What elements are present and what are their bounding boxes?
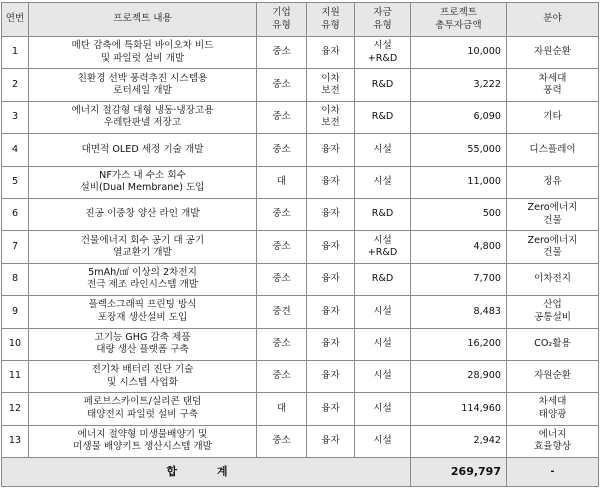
cell-field: 에너지 효율향상 [507,425,599,457]
cell-fund-type: 시설 [355,296,411,328]
cell-content: 고기능 GHG 감축 제품 대량 생산 플랫폼 구축 [29,328,257,360]
cell-field: 정유 [507,166,599,198]
header-support-type: 지원 유형 [307,3,355,37]
cell-no: 5 [2,166,29,198]
table-row [2,360,599,392]
cell-content: NF가스 내 수소 회수 설비(Dual Membrane) 도입 [29,166,257,198]
cell-company-type: 중소 [257,328,307,360]
cell-company-type: 중소 [257,37,307,69]
cell-content: 페로브스카이트/실리콘 탠덤 태양전지 파일럿 설비 구축 [29,393,257,425]
cell-no: 7 [2,231,29,263]
cell-support-type: 이차 보전 [307,101,355,133]
cell-support-type: 융자 [307,393,355,425]
cell-fund-type: R&D [355,263,411,295]
header-content: 프로젝트 내용 [29,3,257,37]
cell-field: 기타 [507,101,599,133]
cell-amount: 7,700 [411,263,507,295]
cell-support-type: 융자 [307,198,355,230]
cell-company-type: 대 [257,393,307,425]
cell-fund-type: 시설 [355,393,411,425]
header-row [2,3,599,37]
cell-fund-type: 시설 [355,166,411,198]
table-row [2,425,599,457]
cell-fund-type: 시설 [355,425,411,457]
table-row [2,101,599,133]
cell-support-type: 융자 [307,231,355,263]
cell-amount: 6,090 [411,101,507,133]
cell-content: 5mAh/㎠ 이상의 2차전지 전극 제조 라인시스템 개발 [29,263,257,295]
cell-amount: 28,900 [411,360,507,392]
total-field: - [507,458,599,487]
table-row [2,296,599,328]
cell-company-type: 중소 [257,360,307,392]
cell-content: 친환경 선박 풍력추진 시스템용 로터세일 개발 [29,69,257,101]
table-row [2,231,599,263]
table-row [2,198,599,230]
project-table [1,2,599,487]
cell-field: 차세대 풍력 [507,69,599,101]
cell-content: 진공 이중창 양산 라인 개발 [29,198,257,230]
cell-fund-type: 시설 [355,134,411,166]
cell-content: 에너지 절감형 대형 냉동·냉장고용 우레탄판넬 저장고 [29,101,257,133]
cell-fund-type: 시설 +R&D [355,231,411,263]
cell-company-type: 중소 [257,231,307,263]
table-row [2,134,599,166]
total-row [2,458,599,487]
cell-support-type: 융자 [307,263,355,295]
cell-fund-type: 시설 +R&D [355,37,411,69]
cell-no: 2 [2,69,29,101]
cell-field: Zero에너지 건물 [507,198,599,230]
cell-no: 13 [2,425,29,457]
cell-amount: 2,942 [411,425,507,457]
header-no: 연번 [2,3,29,37]
cell-no: 12 [2,393,29,425]
cell-support-type: 융자 [307,425,355,457]
cell-company-type: 중소 [257,263,307,295]
cell-field: 자원순환 [507,360,599,392]
total-amount: 269,797 [411,458,507,487]
cell-support-type: 융자 [307,166,355,198]
cell-fund-type: 시설 [355,328,411,360]
cell-fund-type: R&D [355,101,411,133]
cell-content: 전기차 배터리 진단 기술 및 시스템 사업화 [29,360,257,392]
cell-field: 산업 공통설비 [507,296,599,328]
cell-support-type: 이차 보전 [307,69,355,101]
cell-amount: 16,200 [411,328,507,360]
table-row [2,69,599,101]
cell-support-type: 융자 [307,296,355,328]
cell-amount: 500 [411,198,507,230]
cell-company-type: 중소 [257,69,307,101]
cell-no: 9 [2,296,29,328]
cell-no: 4 [2,134,29,166]
cell-content: 에너지 절약형 미생물배양기 및 미생물 배양키트 생산시스템 개발 [29,425,257,457]
table-row [2,328,599,360]
cell-field: CO₂활용 [507,328,599,360]
cell-amount: 8,483 [411,296,507,328]
cell-content: 플렉소그래픽 프린팅 방식 포장재 생산설비 도입 [29,296,257,328]
cell-support-type: 융자 [307,37,355,69]
cell-support-type: 융자 [307,328,355,360]
cell-amount: 3,222 [411,69,507,101]
cell-company-type: 중소 [257,101,307,133]
cell-field: 디스플레이 [507,134,599,166]
cell-content: 대면적 OLED 세정 기술 개발 [29,134,257,166]
cell-support-type: 융자 [307,134,355,166]
cell-fund-type: R&D [355,198,411,230]
cell-field: 자원순환 [507,37,599,69]
cell-content: 메탄 감축에 특화된 바이오차 비드 및 파일럿 설비 개발 [29,37,257,69]
cell-company-type: 중소 [257,425,307,457]
cell-amount: 10,000 [411,37,507,69]
cell-no: 6 [2,198,29,230]
cell-support-type: 융자 [307,360,355,392]
cell-amount: 4,800 [411,231,507,263]
cell-company-type: 중소 [257,134,307,166]
cell-no: 8 [2,263,29,295]
table-row [2,166,599,198]
table-row [2,37,599,69]
cell-amount: 114,960 [411,393,507,425]
header-field: 분야 [507,3,599,37]
cell-field: 차세대 태양광 [507,393,599,425]
total-label: 합 계 [2,458,411,487]
cell-content: 건물에너지 회수 공기 대 공기 열교환기 개발 [29,231,257,263]
cell-no: 10 [2,328,29,360]
cell-amount: 11,000 [411,166,507,198]
cell-field: Zero에너지 건물 [507,231,599,263]
header-total-amount: 프로젝트 총투자금액 [411,3,507,37]
cell-field: 이차전지 [507,263,599,295]
cell-company-type: 중견 [257,296,307,328]
table-row [2,263,599,295]
header-fund-type: 자금 유형 [355,3,411,37]
cell-company-type: 대 [257,166,307,198]
cell-company-type: 중소 [257,198,307,230]
cell-no: 1 [2,37,29,69]
table-row [2,393,599,425]
cell-fund-type: 시설 [355,360,411,392]
cell-no: 11 [2,360,29,392]
header-company-type: 기업 유형 [257,3,307,37]
cell-amount: 55,000 [411,134,507,166]
cell-fund-type: R&D [355,69,411,101]
cell-no: 3 [2,101,29,133]
